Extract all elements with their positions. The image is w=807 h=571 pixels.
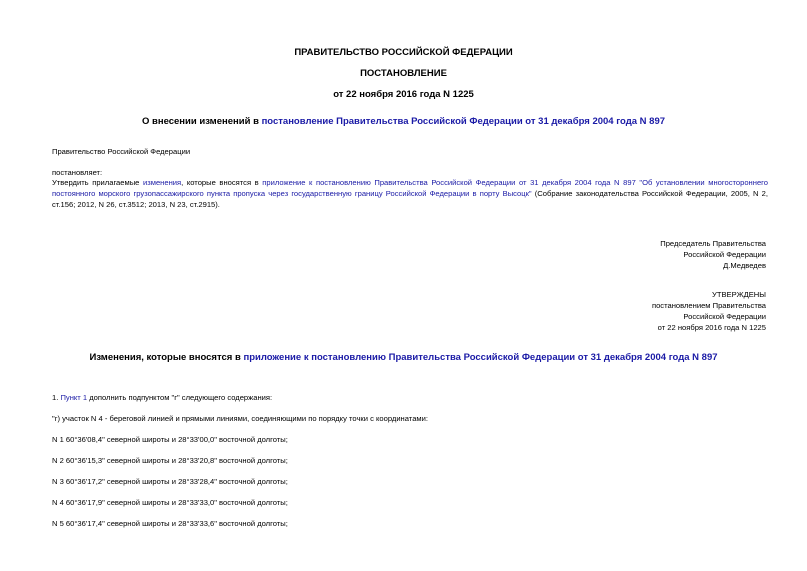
paragraph-text: (Собрание законодательства Российской Федерации, 2005, N 2, ст.156; 2012, N 26, ст.3512; 2013, N 23, ст.2915).	[52, 189, 769, 210]
document-date-number: от 22 ноября 2016 года N 1225	[333, 89, 474, 100]
coordinate-point: N 3 60°36'17,2" северной широты и 28°33'28,4" восточной долготы;	[52, 477, 288, 486]
item-1-number: 1.	[52, 393, 61, 402]
government-name: Правительство Российской Федерации	[52, 147, 191, 156]
item-1-link[interactable]: Пункт 1	[60, 393, 88, 402]
appendix-link[interactable]: приложение к постановлению Правительства Российской Федерации от 31 декабря 2004 года N 897 "Об установлении многостороннего постоянного морского грузопассажирского пункта пропуска через государственную границу Российской Федерации в порту Высоцк"	[52, 178, 768, 199]
signature-position: Председатель Правительства	[660, 239, 766, 248]
document-title-prefix: О внесении изменений в	[141, 116, 262, 127]
item-1	[52, 392, 272, 403]
government-heading: ПРАВИТЕЛЬСТВО РОССИЙСКОЙ ФЕДЕРАЦИИ	[294, 47, 513, 58]
coordinate-point: N 1 60°36'08,4" северной широты и 28°33'00,0" восточной долготы;	[52, 435, 288, 444]
approved-date: от 22 ноября 2016 года N 1225	[657, 323, 766, 332]
changes-title-prefix: Изменения, которые вносятся в	[89, 352, 244, 363]
coordinate-point: N 5 60°36'17,4" северной широты и 28°33'33,6" восточной долготы;	[52, 519, 288, 528]
changes-title-link[interactable]: приложение к постановлению Правительства Российской Федерации от 31 декабря 2004 года N 897	[243, 352, 718, 363]
subitem-g: "г) участок N 4 - береговой линией и прямыми линиями, соединяющими по порядку точки с координатами:	[52, 414, 428, 423]
paragraph-text: , которые вносятся в	[181, 178, 263, 187]
resolution-paragraph	[52, 177, 768, 211]
signature-name: Д.Медведев	[723, 261, 766, 270]
item-1-text: дополнить подпунктом "г" следующего содержания:	[87, 393, 273, 402]
paragraph-text: Утвердить прилагаемые	[52, 178, 143, 187]
changes-link[interactable]: изменения	[143, 178, 182, 187]
coordinate-point: N 4 60°36'17,9" северной широты и 28°33'33,0" восточной долготы;	[52, 498, 288, 507]
decrees-word: постановляет:	[52, 168, 103, 177]
approved-org: Российской Федерации	[683, 312, 766, 321]
document-title-link[interactable]: постановление Правительства Российской Федерации от 31 декабря 2004 года N 897	[261, 116, 666, 127]
signature-org: Российской Федерации	[683, 250, 766, 259]
changes-title	[0, 352, 807, 363]
coordinate-point: N 2 60°36'15,3" северной широты и 28°33'20,8" восточной долготы;	[52, 456, 288, 465]
document-type: ПОСТАНОВЛЕНИЕ	[360, 68, 447, 79]
document-title	[0, 116, 807, 127]
approved-by: постановлением Правительства	[651, 301, 766, 310]
approved-stamp: УТВЕРЖДЕНЫ	[712, 290, 766, 299]
